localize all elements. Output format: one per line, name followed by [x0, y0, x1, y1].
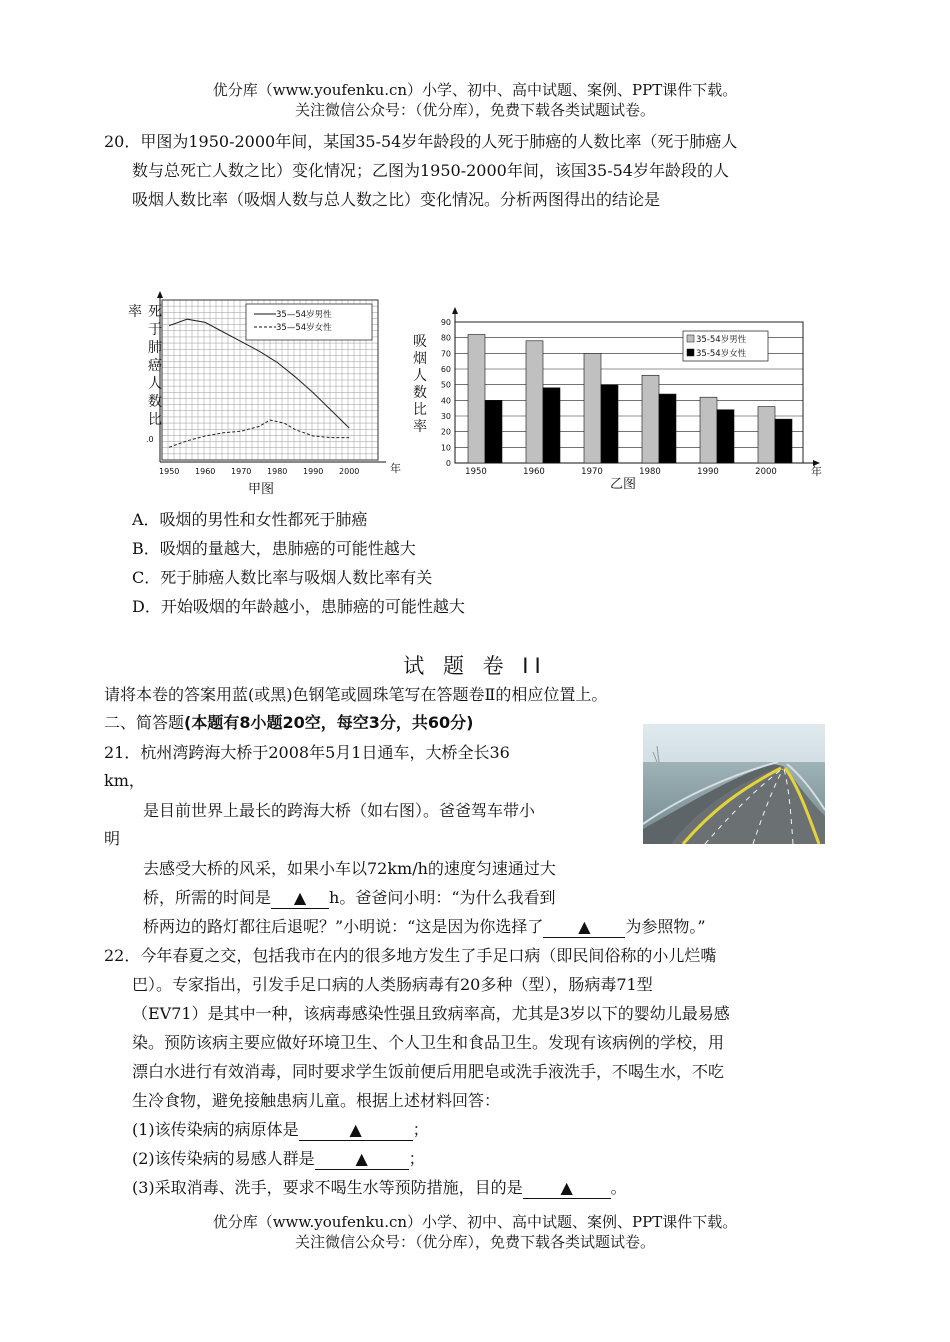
legend-label: 35—54岁男性 — [276, 310, 332, 320]
y-axis-label-char: 率 — [413, 419, 427, 435]
q22-line-2: 巴）。专家指出，引发手足口病的人类肠病毒有20多种（型），肠病毒71型 — [132, 975, 653, 994]
x-tick-label: 2000 — [339, 467, 360, 476]
y-tick-label: 20 — [440, 427, 451, 437]
bar-female — [775, 419, 792, 463]
x-tick-label: 1990 — [697, 467, 719, 477]
q21-line-5 — [143, 915, 706, 939]
chart-jia — [120, 290, 410, 500]
y-axis-arrow — [157, 291, 163, 298]
x-tick-label: 1960 — [523, 467, 545, 477]
x-axis-label: 年 — [811, 465, 822, 478]
x-tick-label: 1980 — [639, 467, 661, 477]
y-axis-label-prefix: 率 — [128, 304, 142, 320]
bar-female — [717, 410, 734, 463]
section-2-heading — [104, 711, 473, 735]
q21-line-4 — [143, 886, 556, 910]
q21-blank-reference[interactable]: ▲ — [543, 917, 625, 938]
q21-line-1b: km， — [104, 771, 145, 790]
y-tick-label: 50 — [440, 380, 451, 390]
heading-scoring: (本题有8小题20空，每空3分，共60分) — [184, 713, 474, 732]
footer-line-1: 优分库（www.youfenku.cn）小学、初中、高中试题、案例、PPT课件下载。 — [212, 1213, 738, 1231]
legend-swatch — [687, 335, 694, 342]
x-tick-label: 1950 — [159, 467, 180, 476]
q22-sub-1-post: ； — [412, 1120, 429, 1139]
bridge-photo — [643, 724, 825, 844]
bar-male — [526, 341, 543, 463]
x-tick-label: 1990 — [303, 467, 324, 476]
y-axis-label-char: 死 — [148, 304, 162, 320]
q21-line-4-post: h。爸爸问小明：“为什么我看到 — [329, 888, 556, 907]
q20-line-2: 数与总死亡人数之比）变化情况；乙图为1950-2000年间，该国35-54岁年龄段的人 — [132, 161, 729, 180]
header-line-2: 关注微信公众号：（优分库），免费下载各类试题试卷。 — [294, 101, 655, 119]
y-axis-label-char: 人 — [413, 368, 427, 384]
section-2-instruction: 请将本卷的答案用蓝(或黑)色钢笔或圆珠笔写在答题卷Ⅱ的相应位置上。 — [104, 685, 608, 704]
legend-label: 35—54岁女性 — [276, 323, 332, 333]
y-axis-arrow — [452, 307, 458, 314]
y-axis-label-char: 比 — [413, 402, 427, 418]
y-tick-label: 60 — [440, 365, 451, 374]
q21-line-1: 21．杭州湾跨海大桥于2008年5月1日通车，大桥全长36 — [104, 743, 510, 762]
q21-line-3: 去感受大桥的风采，如果小车以72km/h的速度匀速通过大 — [143, 859, 556, 878]
x-tick-label: 1970 — [581, 467, 603, 477]
q22-sub-3-pre: (3)采取消毒、洗手，要求不喝生水等预防措施，目的是 — [132, 1178, 523, 1197]
bar-female — [543, 388, 560, 463]
y-axis-label-char: 比 — [148, 412, 162, 428]
q22-sub-2-pre: (2)该传染病的易感人群是 — [132, 1149, 315, 1168]
q22-blank-pathogen[interactable]: ▲ — [299, 1120, 413, 1141]
x-tick-label: 1970 — [231, 467, 252, 476]
header-line-1: 优分库（www.youfenku.cn）小学、初中、高中试题、案例、PPT课件下载。 — [212, 81, 738, 99]
y-axis-label-char: 于 — [148, 322, 162, 338]
q21-line-5-post: 为参照物。” — [625, 917, 706, 936]
q22-blank-susceptible[interactable]: ▲ — [315, 1149, 409, 1170]
x-tick-label: 2000 — [755, 467, 777, 477]
y-axis-label-char: 烟 — [413, 351, 427, 367]
q22-line-5: 漂白水进行有效消毒，同时要求学生饭前便后用肥皂或洗手液洗手，不喝生水，不吃 — [132, 1062, 725, 1081]
y-axis-label-char: 肺 — [148, 340, 162, 356]
q22-line-4: 染。预防该病主要应做好环境卫生、个人卫生和食品卫生。发现有该病例的学校，用 — [132, 1033, 725, 1052]
y-axis-label-char: 数 — [148, 394, 162, 410]
y-tick-label: 90 — [440, 318, 451, 327]
q22-line-1: 22．今年春夏之交，包括我市在内的很多地方发生了手足口病（即民间俗称的小儿烂嘴 — [104, 946, 717, 965]
q21-line-2b: 明 — [104, 829, 121, 848]
q20-line-1: 20．甲图为1950-2000年间，某国35-54岁年龄段的人死于肺癌的人数比率（死于肺癌人 — [104, 132, 738, 151]
q20-option-c: C．死于肺癌人数比率与吸烟人数比率有关 — [132, 568, 433, 587]
q22-sub-2 — [132, 1147, 425, 1171]
x-tick-label: 1950 — [465, 467, 487, 477]
x-axis-label: 年 — [390, 462, 401, 475]
q20-line-3: 吸烟人数比率（吸烟人数与总人数之比）变化情况。分析两图得出的结论是 — [132, 190, 661, 209]
q22-blank-purpose[interactable]: ▲ — [523, 1178, 611, 1199]
y-tick-label: 80 — [440, 333, 451, 343]
q22-sub-3 — [132, 1176, 627, 1200]
heading-prefix: 二、简答题 — [104, 713, 185, 732]
x-tick-label: 1980 — [267, 467, 288, 476]
y-axis-label-char: 数 — [413, 385, 427, 401]
legend-label: 35-54岁男性 — [696, 335, 747, 345]
footer-line-2: 关注微信公众号：（优分库），免费下载各类试题试卷。 — [294, 1233, 655, 1251]
q22-sub-1 — [132, 1118, 429, 1142]
q22-sub-3-post: 。 — [610, 1178, 627, 1197]
bar-male — [642, 375, 659, 463]
q21-blank-time[interactable]: ▲ — [271, 888, 329, 909]
legend-label: 35-54岁女性 — [696, 349, 747, 359]
y-axis-label-char: 癌 — [148, 358, 162, 374]
legend-swatch — [687, 349, 694, 356]
chart-caption: 甲图 — [248, 482, 275, 497]
q20-option-b: B．吸烟的量越大，患肺癌的可能性越大 — [132, 539, 416, 558]
bar-female — [485, 400, 502, 463]
bar-female — [601, 385, 618, 463]
y-axis-label-char: 人 — [148, 376, 162, 392]
series-female-line — [169, 420, 349, 447]
q20-option-a: A．吸烟的男性和女性都死于肺癌 — [132, 510, 368, 529]
chart-caption: 乙图 — [610, 477, 637, 492]
x-tick-label: 1960 — [195, 467, 216, 476]
y-tick-label: 30 — [440, 412, 451, 421]
y-axis-label-char: 吸 — [413, 334, 427, 350]
q21-line-2: 是目前世界上最长的跨海大桥（如右图）。爸爸驾车带小 — [143, 801, 536, 820]
section-2-title: 试 题 卷 II — [403, 654, 547, 678]
bar-male — [758, 407, 775, 463]
bar-male — [700, 397, 717, 463]
y-tick-label: 70 — [440, 349, 451, 359]
q20-option-d: D．开始吸烟的年龄越小，患肺癌的可能性越大 — [132, 597, 465, 616]
chart-yi — [405, 300, 825, 495]
q22-sub-1-pre: (1)该传染病的病原体是 — [132, 1120, 299, 1139]
bar-male — [468, 335, 485, 463]
bar-female — [659, 394, 676, 463]
y-tick-label: 40 — [440, 396, 451, 406]
y-tick-label: 10 — [440, 443, 451, 453]
q22-line-3: （EV71）是其中一种，该病毒感染性强且致病率高，尤其是3岁以下的婴幼儿最易感 — [132, 1004, 730, 1023]
q22-line-6: 生冷食物，避免接触患病儿童。根据上述材料回答： — [132, 1091, 501, 1110]
y-tick-label: 0 — [445, 459, 451, 468]
q22-sub-2-post: ； — [408, 1149, 425, 1168]
y-tick-label: .0 — [146, 435, 154, 444]
q21-line-4-pre: 桥，所需的时间是 — [143, 888, 272, 907]
q21-line-5-pre: 桥两边的路灯都往后退呢？”小明说：“这是因为你选择了 — [143, 917, 544, 936]
bar-male — [584, 353, 601, 463]
